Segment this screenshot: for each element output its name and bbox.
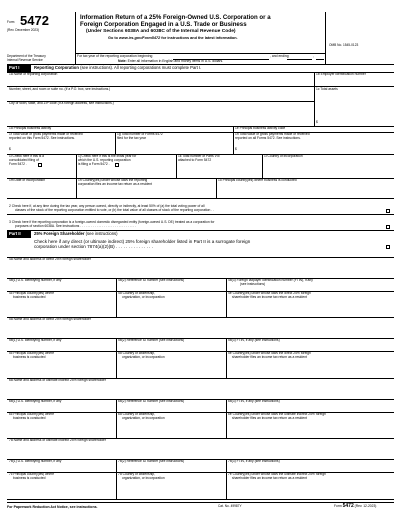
line-1d-label: 1d Principal business activity [9, 125, 52, 130]
col-divider [116, 459, 117, 499]
surrogate-foreign-checkbox[interactable] [386, 245, 390, 249]
group-id-number: 6b(1) U.S. identifying number, if any [9, 398, 62, 403]
tax-year-label: For tax year of the reporting corporation beginning [77, 53, 153, 58]
line-3-text-2: purposes of section 6038A. See instructions . . . . . . . . . . . . . . . . . . . . . . . . . . . . . . . [15, 223, 137, 228]
group-citizenship-1: 5d Country of citizenship, [118, 351, 156, 355]
group-reference-id: 7b(2) Reference ID number (see instructions) [118, 459, 185, 463]
right-column-divider [314, 72, 315, 126]
surrogate-check-text-1: Check here if any direct (or ultimate indirect) 25% foreign shareholder listed in Part II is a surrogate foreign [34, 238, 251, 244]
goto-instructions [108, 36, 238, 40]
line-1f-label-2: reported on this Form 5472. See instructions. [9, 136, 75, 140]
line-1h-label-2: reported on all Forms 5472. See instructions. [235, 136, 301, 140]
group-tax-country-1: 7e Country(ies) under whose laws the ultimate indirect 25% foreign [228, 472, 326, 476]
line-1n-label-2: corporation files an income tax return as a resident [78, 182, 153, 186]
group-name-line: 7a Name and address of ultimate indirect 25% foreign shareholder [9, 438, 106, 442]
city-label: City or town, state, and ZIP code (If a foreign address, see instructions.) [9, 101, 114, 105]
group-id-number: 4b(1) U.S. identifying number, if any [9, 277, 62, 282]
line-1m-label: 1m Date of incorporation [9, 178, 46, 182]
omb-number: OMB No. 1545-0123 [329, 43, 359, 47]
rule [7, 278, 394, 279]
part2-badge: Part II [7, 231, 31, 238]
total-assets-dollar: $ [316, 119, 318, 124]
form-title-line2: Foreign Corporation Engaged in a U.S. Trade or Business [80, 21, 247, 28]
group-ftin-1: 6b(3) FTIN, if any (see instructions) [228, 398, 280, 403]
rule [7, 291, 394, 292]
consolidated-filing-checkbox[interactable] [38, 163, 42, 167]
group-country-business-1: 5c Principal country(ies) where [9, 351, 55, 355]
col-divider [76, 154, 77, 178]
line-1j-label-2: which the U.S. reporting corporation [78, 158, 131, 162]
group-citizenship-2: organization, or incorporation [122, 294, 165, 299]
note-label: Note: [118, 58, 127, 63]
rule [7, 499, 394, 500]
group-citizenship-1: 6d Country of citizenship, [118, 411, 156, 416]
line-1o-label: 1o Principal country(ies) where business is conducted [218, 178, 297, 182]
tax-year-comma: , [313, 53, 314, 58]
rule [7, 412, 394, 413]
part2-title-rest: (see instructions) [84, 231, 118, 236]
street-label: Number, street, and room or suite no. (If a P.O. box, see instructions.) [9, 86, 111, 91]
footer-form-rev: (Rev. 12-2023) [353, 504, 377, 508]
group-tax-country-1: 6e Country(ies) under whose laws the ultimate indirect 25% foreign [228, 411, 326, 416]
department-name: Department of the Treasury [7, 54, 46, 58]
group-tax-country-2: shareholder files an income tax return as a resident [232, 415, 307, 420]
line-3-checkbox[interactable] [386, 225, 390, 229]
rule [7, 178, 394, 179]
line-1e-label: 1e Principal business activity code [235, 125, 286, 130]
goto-suffix: for instructions and the latest information. [160, 35, 238, 40]
group-reference-id: 4b(2) Reference ID number (see instructions) [118, 277, 185, 282]
group-tax-country-2: shareholder files an income tax return as a resident [232, 355, 307, 359]
note-text: Enter all information in English and money items in U.S. dollars. [126, 58, 224, 63]
surrogate-check-text-2: corporation under section 7874(a)(2)(B) . . . . . . . . . . . . . . . [34, 244, 153, 249]
rule [7, 198, 394, 199]
group-ftin-1: 7b(3) FTIN, if any (see instructions) [228, 459, 280, 463]
line-1j-label-1: 1j Check here if this is the initial year for [78, 154, 137, 158]
col-divider [226, 399, 227, 439]
group-ftin-1: 4b(3) Foreign taxpayer identification number (FTIN), if any [228, 277, 313, 282]
english-note [118, 60, 223, 64]
group-ftin-2: (see instructions) [240, 281, 266, 286]
form-title-line3: (Under Sections 6038A and 6038C of the Internal Revenue Code) [86, 28, 236, 34]
col-divider [226, 338, 227, 378]
initial-year-checkbox[interactable] [115, 163, 119, 167]
group-country-business-2: business is conducted [13, 355, 46, 359]
col-divider [116, 399, 117, 439]
rule [7, 214, 394, 215]
group-tax-country-2: shareholder files an income tax return as a resident [232, 294, 307, 299]
rule [7, 126, 394, 127]
footer-form-id [334, 504, 376, 510]
col-divider [116, 278, 117, 318]
col-divider [226, 459, 227, 499]
header-divider-right [325, 12, 326, 64]
line-1k-label-1: 1k Total number of Parts VIII [178, 154, 220, 158]
line-2-text-2: classes of the stock of the reporting corporation entitled to vote, or (b) the total value of all classes of stock of the reporting corporation . . [15, 207, 215, 212]
line-1i-label-2: consolidated filing of [9, 158, 39, 162]
group-citizenship-2: organization, or incorporation [122, 476, 165, 480]
group-country-business-1: 6c Principal country(ies) where [9, 411, 55, 416]
part1-badge: Part I [7, 65, 31, 72]
form-number: 5472 [20, 13, 49, 28]
group-id-number: 5b(1) U.S. identifying number, if any [9, 338, 62, 342]
revision-date: (Rev. December 2023) [7, 28, 40, 32]
col-divider [226, 278, 227, 318]
rule [7, 399, 394, 400]
group-citizenship-2: organization, or incorporation [122, 355, 165, 359]
group-citizenship-1: 4d Country of citizenship, [118, 290, 156, 295]
tax-year-end-field[interactable] [287, 59, 312, 60]
irs-name: Internal Revenue Service [7, 58, 43, 62]
line-1g-label-1: 1g Total number of Forms 5472 [117, 132, 163, 136]
part1-title-bold: Reporting Corporation [34, 65, 79, 70]
group-tax-country-1: 4e Country(ies) under whose laws the direct 25% foreign [228, 290, 311, 295]
line-1i-label-3: Form 5472 . [9, 162, 27, 166]
goto-prefix: Go to [108, 35, 119, 40]
group-country-business-2: business is conducted [13, 294, 46, 299]
tax-year-ending-label: , and ending [270, 53, 289, 58]
group-country-business-1: 7c Principal country(ies) where [9, 472, 55, 476]
col-divider [216, 178, 217, 198]
line-1h-label-1: 1h Total value of gross payments made or received [235, 132, 310, 136]
col-divider [116, 338, 117, 378]
line-1a-label: 1a Name of reporting corporation [9, 72, 58, 76]
col-divider [262, 154, 263, 178]
line-1j-label-3: is filing a Form 5472 . [78, 162, 110, 166]
line-1f-dollar: $ [9, 146, 11, 151]
line-1c-label: 1c Total assets [316, 86, 338, 91]
tax-year-end-year-field[interactable] [316, 59, 324, 60]
group-citizenship-2: organization, or incorporation [122, 415, 165, 420]
line-1f-label-1: 1f Total value of gross payments made or received [9, 132, 83, 136]
line-1k-label-2: attached to Form 5472 [178, 158, 212, 162]
group-country-business-1: 4c Principal country(ies) where [9, 290, 55, 295]
part2-title [34, 231, 118, 238]
footer-rule [7, 502, 394, 503]
part1-title-rest: (see instructions). All reporting corporations must complete Part I. [78, 65, 202, 70]
line-3-text-1: 3 Check here if the reporting corporation is a foreign-owned domestic disregarded entity (foreign-owned U.S. DE) treated as a corporation for [9, 219, 215, 224]
paperwork-notice: For Paperwork Reduction Act Notice, see instructions. [7, 505, 98, 509]
line-1h-dollar: $ [235, 146, 237, 151]
line-1g-label-2: filed for the tax year [117, 136, 146, 140]
goto-url[interactable]: www.irs.gov/Form5472 [118, 35, 161, 40]
rule [7, 472, 394, 473]
col-divider [76, 178, 77, 198]
group-name-line: 5a Name and address of direct 25% foreign shareholder [9, 317, 91, 321]
catalog-number: Cat. No. 49987Y [218, 504, 242, 508]
rule [7, 338, 394, 339]
group-reference-id: 5b(2) Reference ID number (see instructions) [118, 338, 185, 342]
group-id-number: 7b(1) U.S. identifying number, if any [9, 459, 62, 463]
form-title-line1: Information Return of a 25% Foreign-Owned U.S. Corporation or a [80, 14, 271, 21]
rule [7, 459, 394, 460]
col-divider [176, 154, 177, 178]
line-1l-label: 1l Country of incorporation [264, 154, 303, 158]
footer-form-prefix: Form [334, 504, 343, 508]
group-citizenship-1: 7d Country of citizenship, [118, 472, 156, 476]
form-label: Form [7, 20, 15, 24]
group-reference-id: 6b(2) Reference ID number (see instructions) [118, 398, 185, 403]
line-1i-label-1: 1i Check here if this is a [9, 154, 44, 158]
line-2-text-1: 2 Check here if, at any time during the tax year, any person owned, directly or indirectly, at least 50% of (a) the total voting power of all [9, 203, 205, 208]
col-divider [115, 132, 116, 154]
group-tax-country-2: shareholder files an income tax return as a resident [232, 476, 307, 480]
group-country-business-2: business is conducted [13, 415, 46, 420]
group-name-line: 6a Name and address of ultimate indirect 25% foreign shareholder [9, 377, 106, 382]
line-1n-label-1: 1n Country(ies) under whose laws the reporting [78, 178, 148, 182]
group-tax-country-1: 5e Country(ies) under whose laws the direct 25% foreign [228, 351, 311, 355]
group-name-line: 4a Name and address of direct 25% foreign shareholder [9, 256, 91, 261]
footer-form-number: 5472 [342, 503, 354, 509]
rule [7, 351, 394, 352]
part1-title [34, 65, 201, 72]
part2-title-bold: 25% Foreign Shareholder [34, 231, 85, 236]
col-divider [233, 132, 234, 154]
header-divider-left [75, 12, 76, 64]
line-1b-label: 1b Employer identification number [316, 72, 366, 76]
group-ftin-1: 5b(3) FTIN, if any (see instructions) [228, 338, 280, 342]
line-2-checkbox[interactable] [386, 209, 390, 213]
group-country-business-2: business is conducted [13, 476, 46, 480]
